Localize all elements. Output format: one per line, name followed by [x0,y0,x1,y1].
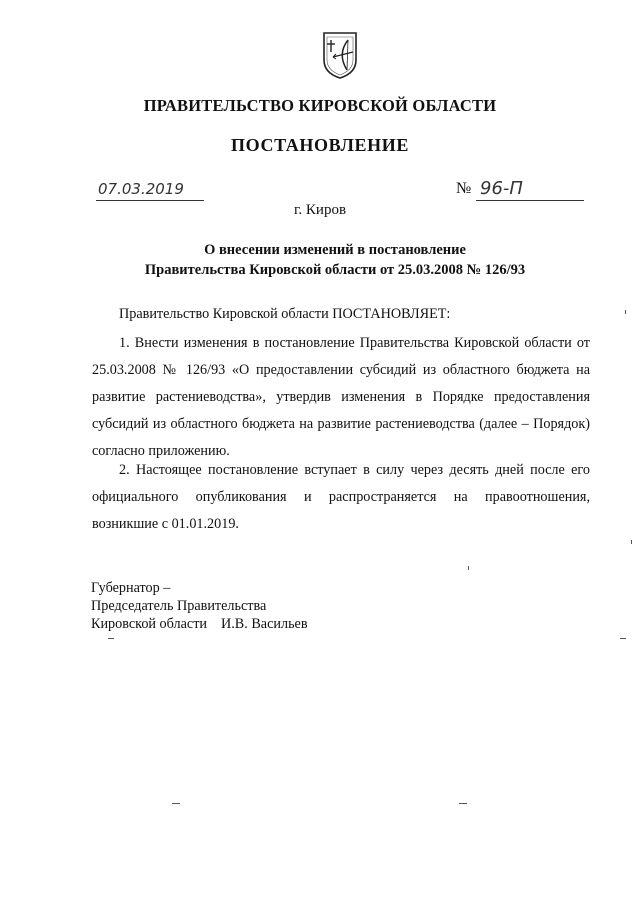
scan-mark [625,310,626,314]
signature-line: Губернатор – [91,580,171,596]
government-title: ПРАВИТЕЛЬСТВО КИРОВСКОЙ ОБЛАСТИ [143,96,497,115]
signature-line: Председатель Правительства [91,598,267,614]
preamble: Правительство Кировской области ПОСТАНОВЛЯЕТ: [119,306,451,322]
item-1: 1. Внести изменения в постановление Правительства Кировской области от 25.03.2008 № 126/93 «О предоставлении субсидий из областного бюджета на развитие растениеводства», утвердив изменения в Порядке предоставления субсидий из областного бюджета на развитие растениеводства (далее – Порядок) согласно приложению. [92,335,590,459]
number-sign: № [456,180,472,197]
scan-mark [631,540,632,544]
document-number [456,178,580,200]
number-value: 96-П [476,178,584,201]
scan-mark [468,566,469,570]
document-date: 07.03.2019 [96,180,204,201]
scan-mark [620,638,626,639]
subject-line: Правительства Кировской области от 25.03.2008 № 126/93 [144,262,526,278]
signature-block [91,579,308,633]
subject-line: О внесении изменений в постановление [204,242,466,258]
document-subject [0,240,640,280]
scan-mark [459,803,467,804]
signature-line [91,615,308,633]
signatory-name: И.В. Васильев [221,616,308,632]
item-2: 2. Настоящее постановление вступает в силу через десять дней после его официального опубликования и распространяется на правоотношения, возникшие с 01.01.2019. [92,462,590,532]
document-type: ПОСТАНОВЛЕНИЕ [231,135,409,155]
signature-org: Кировской области [91,616,207,632]
city-label: г. Киров [293,202,347,218]
kirov-coat-of-arms-icon [321,30,359,80]
scan-mark [172,803,180,804]
scan-mark [108,638,114,639]
